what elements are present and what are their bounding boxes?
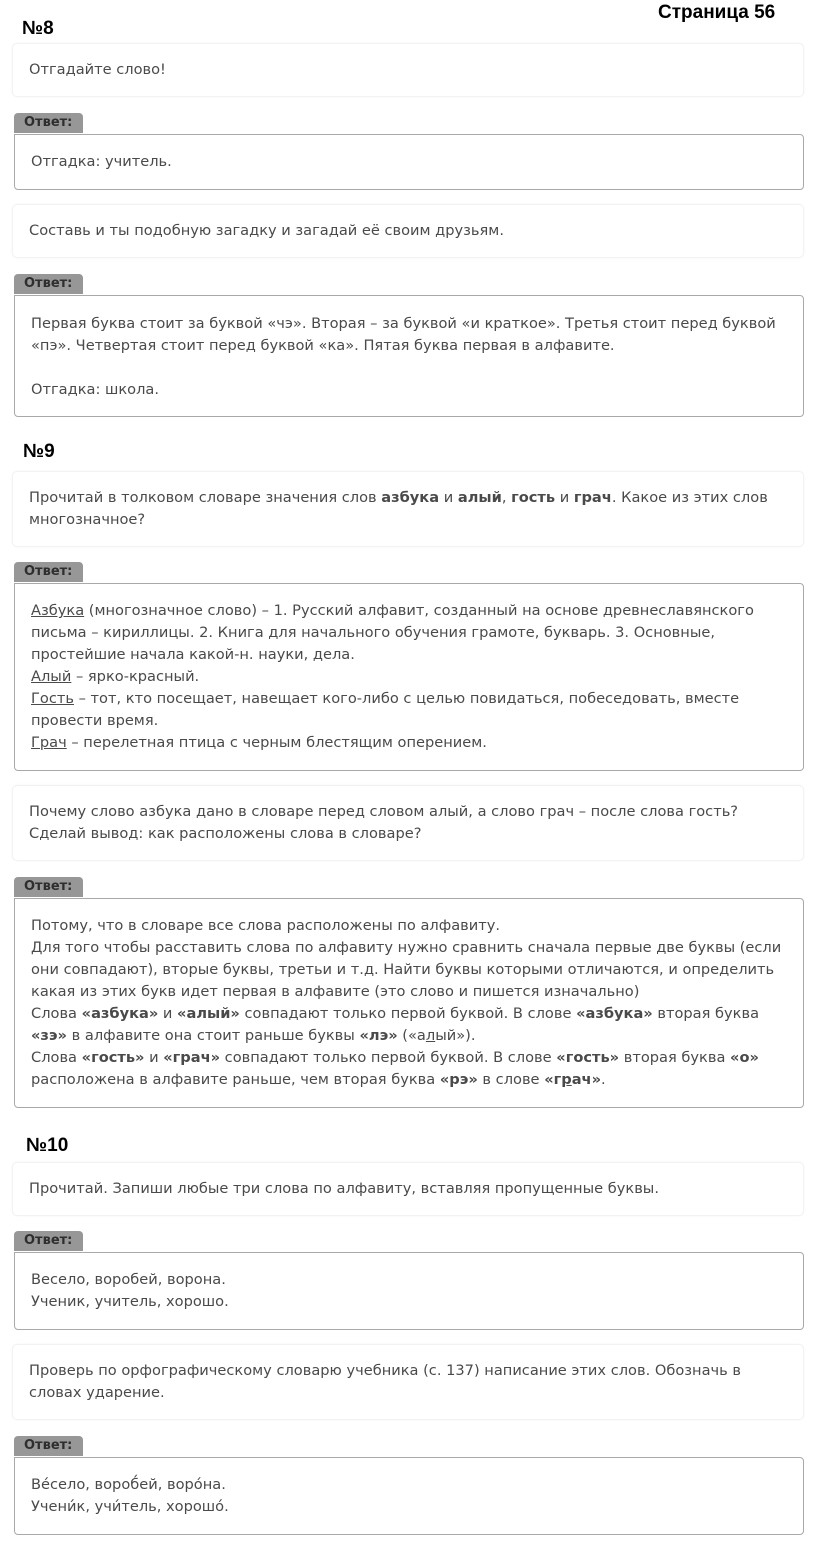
answer-text: Весело, воробей, ворона. xyxy=(31,1271,226,1288)
answer-tab: Ответ: xyxy=(14,562,83,582)
definition-gost: Гость – тот, кто посещает, навещает кого-либо с целью повидаться, побеседовать, вместе провести время. xyxy=(31,690,740,729)
answer-text: Для того чтобы расставить слова по алфавиту нужно сравнить сначала первые две буквы (если они совпадают), вторые буквы, третьи и т.д. Найти буквы которыми отличаются, и определить какая из этих букв идет первая в алфавите (это слово и пишется изначально) xyxy=(31,939,782,1000)
section-number-10: №10 xyxy=(26,1135,69,1156)
answer-tab: Ответ: xyxy=(14,877,83,897)
answer-tab: Ответ: xyxy=(14,1436,83,1456)
answer-text: Отгадка: учитель. xyxy=(31,153,172,170)
answer-text: Слова «азбука» и «алый» совпадают только первой буквой. В слове «азбука» вторая буква «зэ» в алфавите она стоит раньше буквы «лэ» («алый»). xyxy=(31,1005,760,1044)
definition-azbuka: Азбука (многозначное слово) – 1. Русский алфавит, созданный на основе древнеславянского письма – кириллицы. 2. Книга для начального обучения грамоте, букварь. 3. Основные, простейшие начала какой-н. науки, дела. xyxy=(31,602,754,663)
answer-text: Первая буква стоит за буквой «чэ». Вторая – за буквой «и краткое». Третья стоит перед буквой «пэ». Четвертая стоит перед буквой «ка». Пятая буква первая в алфавите. xyxy=(31,315,776,354)
answer-text: Ученик, учитель, хорошо. xyxy=(31,1293,229,1310)
answer-tab: Ответ: xyxy=(14,113,83,133)
answer-tab: Ответ: xyxy=(14,1231,83,1251)
answer-box xyxy=(14,898,804,1108)
definition-aly: Алый – ярко-красный. xyxy=(31,668,200,685)
answer-box xyxy=(14,1457,804,1535)
question-box xyxy=(12,471,804,547)
question-text: Проверь по орфографическому словарю учебника (с. 137) написание этих слов. Обозначь в словах ударение. xyxy=(29,1362,741,1401)
page-number: Страница 56 xyxy=(658,2,776,23)
section-number-8: №8 xyxy=(22,18,54,39)
question-box xyxy=(12,204,804,258)
question-text: Прочитай в толковом словаре значения слов азбука и алый, гость и грач. Какое из этих слов многозначное? xyxy=(29,489,768,528)
question-box xyxy=(12,1344,804,1420)
question-text: Отгадайте слово! xyxy=(29,61,166,78)
answer-text: Ве́село, вороб́ей, воро́на. xyxy=(31,1476,226,1493)
section-number-9: №9 xyxy=(23,441,55,462)
question-text: Составь и ты подобную загадку и загадай её своим друзьям. xyxy=(29,222,504,239)
answer-text: Потому, что в словаре все слова расположены по алфавиту. xyxy=(31,917,501,934)
question-text: Почему слово азбука дано в словаре перед словом алый, а слово грач – после слова гость? Сделай вывод: как расположены слова в словаре? xyxy=(29,803,739,842)
answer-text: Учени́к, учи́тель, хорошо́. xyxy=(31,1498,229,1515)
answer-box xyxy=(14,583,804,771)
answer-text: Отгадка: школа. xyxy=(31,381,160,398)
question-box xyxy=(12,43,804,97)
answer-text: Слова «гость» и «грач» совпадают только первой буквой. В слове «гость» вторая буква «о» расположена в алфавите раньше, чем вторая буква «рэ» в слове «грач». xyxy=(31,1049,759,1088)
question-box xyxy=(12,785,804,861)
answer-box xyxy=(14,134,804,190)
answer-tab: Ответ: xyxy=(14,274,83,294)
answer-box xyxy=(14,1252,804,1330)
question-box xyxy=(12,1162,804,1216)
answer-box xyxy=(14,295,804,417)
question-text: Прочитай. Запиши любые три слова по алфавиту, вставляя пропущенные буквы. xyxy=(29,1180,659,1197)
definition-grach: Грач – перелетная птица с черным блестящим оперением. xyxy=(31,734,487,751)
